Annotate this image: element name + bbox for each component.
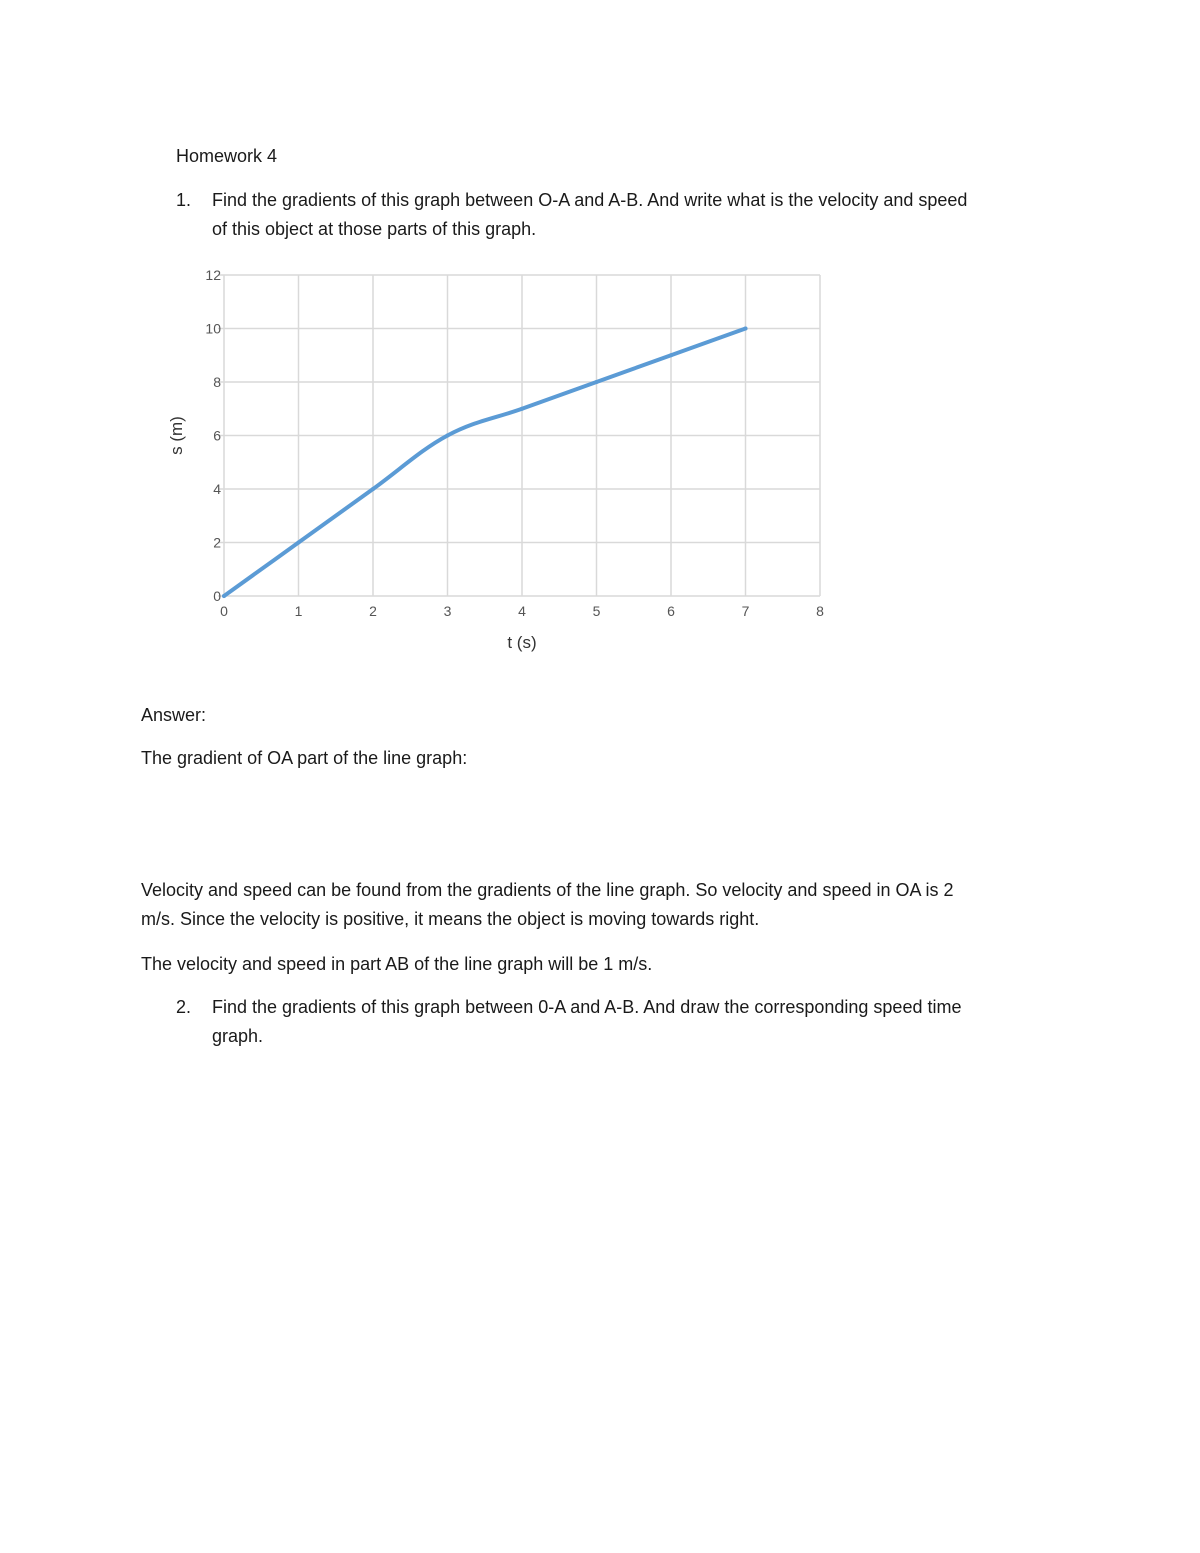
data-point [669, 353, 673, 357]
displacement-time-chart [160, 258, 850, 658]
x-tick-label: 7 [741, 603, 750, 619]
x-tick-label: 0 [220, 603, 228, 619]
series-line [224, 329, 746, 597]
data-point [595, 380, 599, 384]
x-tick-label: 4 [518, 603, 526, 619]
data-point [297, 541, 301, 545]
velocity-paragraph-line1: Velocity and speed can be found from the gradients of the line graph. So velocity and speed in OA is 2 [141, 880, 954, 900]
x-tick-label: 3 [443, 603, 452, 619]
y-tick-label: 0 [213, 588, 221, 604]
gradient-oa-text: The gradient of OA part of the line graph: [141, 748, 468, 768]
x-tick-label: 1 [294, 603, 303, 619]
question-2-text-line1: Find the gradients of this graph between 0-A and A-B. And draw the corresponding speed time [212, 997, 962, 1017]
data-point [222, 594, 226, 598]
chart-svg [160, 258, 850, 658]
question-1-text-line2: of this object at those parts of this graph. [212, 219, 537, 239]
velocity-paragraph-line2: m/s. Since the velocity is positive, it means the object is moving towards right. [141, 909, 760, 929]
data-point [371, 487, 375, 491]
document-title: Homework 4 [176, 146, 278, 166]
y-tick-label: 2 [213, 534, 221, 551]
data-point [446, 434, 450, 438]
answer-label: Answer: [141, 705, 207, 725]
x-axis-title: t (s) [507, 633, 537, 652]
y-tick-label: 12 [205, 267, 221, 283]
y-tick-label: 10 [205, 320, 221, 337]
x-tick-label: 6 [667, 603, 675, 619]
velocity-ab-text: The velocity and speed in part AB of the line graph will be 1 m/s. [141, 954, 653, 974]
x-tick-label: 5 [592, 603, 601, 619]
y-tick-label: 6 [213, 427, 221, 444]
y-axis-title: s (m) [167, 416, 186, 455]
question-2-text-line2: graph. [212, 1026, 264, 1046]
y-tick-label: 4 [213, 481, 221, 497]
x-tick-label: 2 [369, 603, 377, 619]
y-tick-label: 8 [213, 374, 221, 390]
data-point [744, 327, 748, 331]
question-1-text-line1: Find the gradients of this graph between O-A and A-B. And write what is the velocity and speed [212, 190, 968, 210]
x-tick-label: 8 [816, 603, 824, 619]
data-point [520, 407, 524, 411]
question-2-number: 2. [176, 997, 192, 1017]
question-1-number: 1. [176, 190, 192, 210]
